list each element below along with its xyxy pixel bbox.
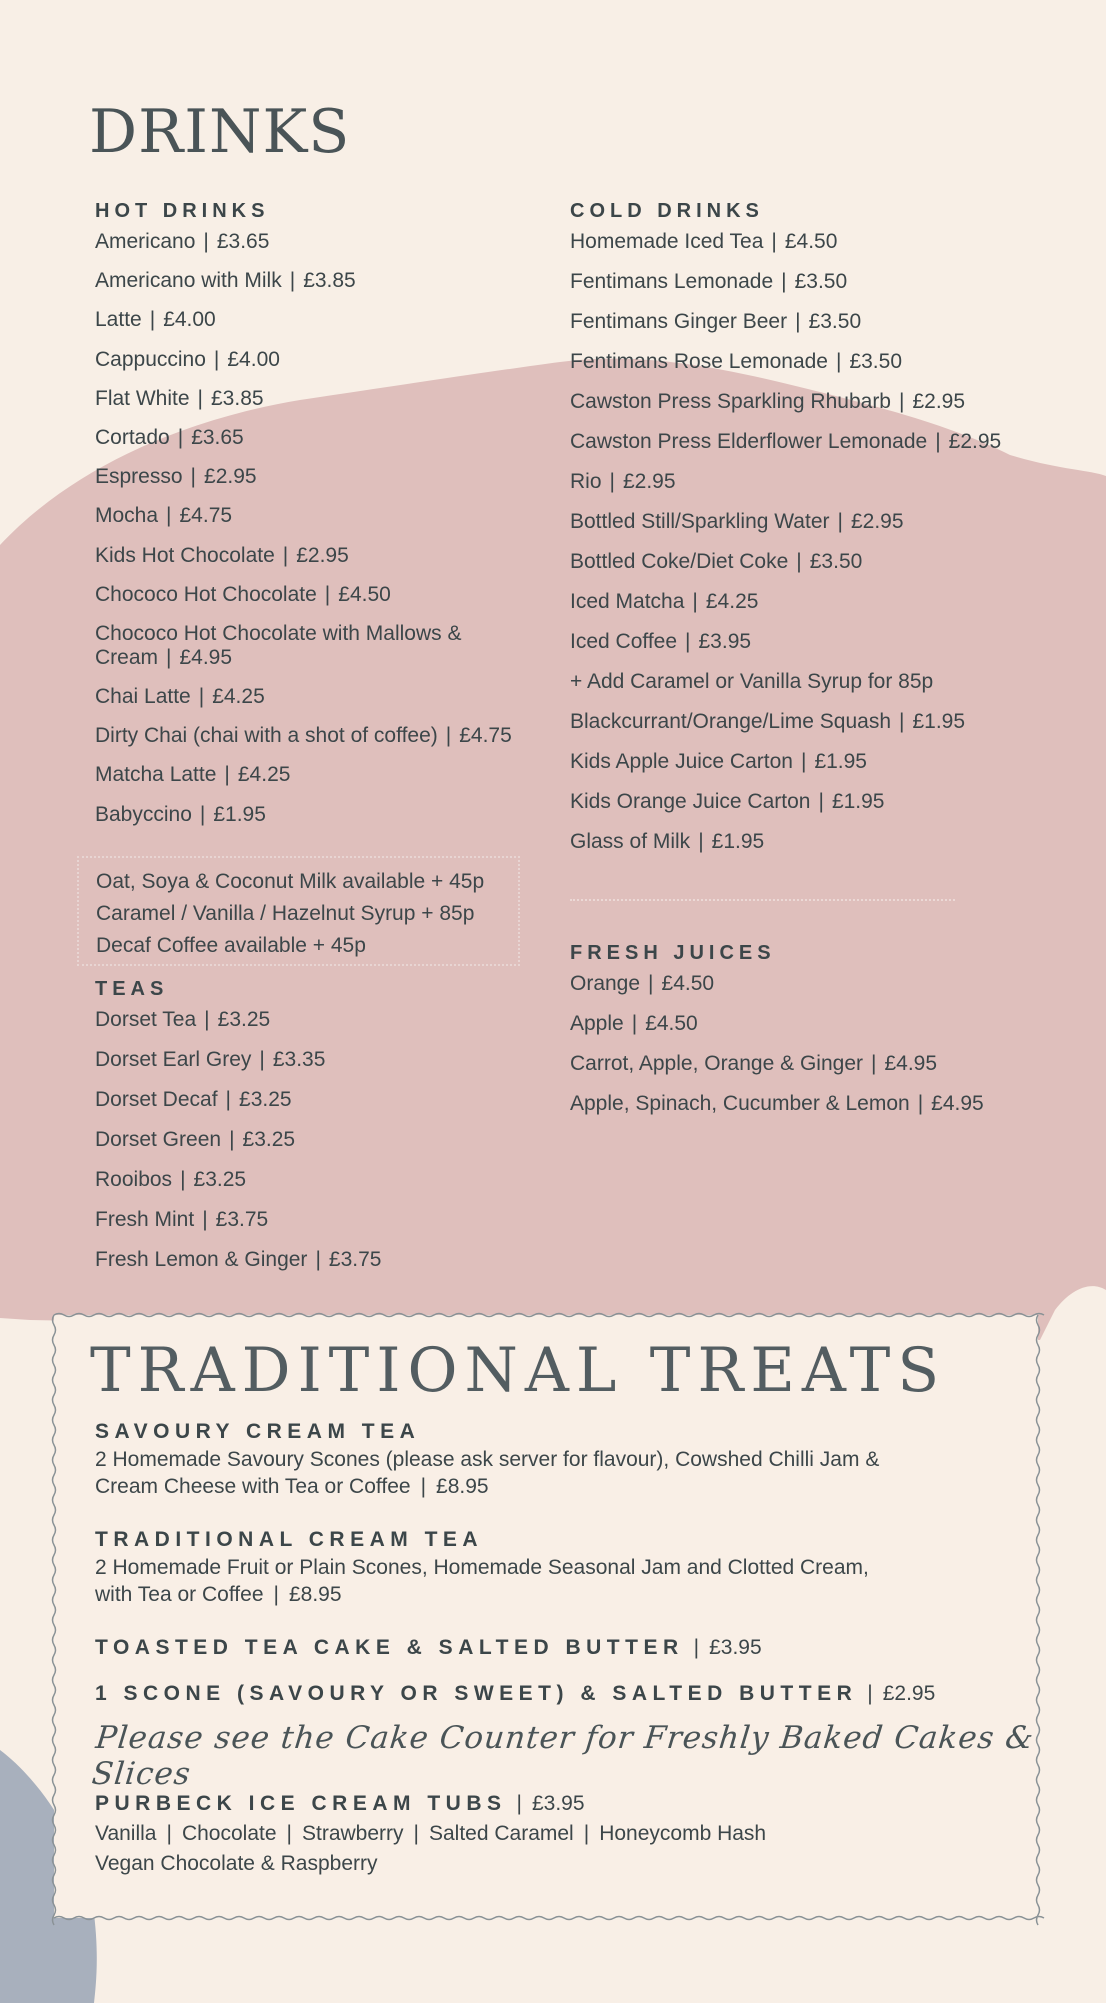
item-price: £3.25 [193, 1168, 247, 1191]
item-price: £1.95 [814, 750, 867, 773]
separator: | [324, 582, 331, 606]
item-price: £3.85 [211, 386, 264, 410]
item-price: £4.50 [661, 972, 715, 995]
item-name: Dorset Earl Grey [95, 1048, 252, 1071]
menu-item [570, 670, 1090, 694]
menu-item [570, 510, 1090, 534]
cold-drinks-heading: COLD DRINKS [570, 200, 764, 222]
item-price: £2.95 [622, 470, 676, 493]
scone-and-butter [95, 1680, 975, 1708]
separator: | [899, 710, 905, 733]
ice-cream-flavours [95, 1818, 975, 1850]
item-price: £1.95 [213, 802, 266, 826]
separator: | [203, 230, 209, 253]
desc-line: with Tea or Coffee [95, 1583, 264, 1606]
item-name: Dorset Green [95, 1128, 222, 1151]
item-name: Chai Latte [95, 685, 191, 709]
separator: | [837, 510, 843, 533]
cold-drinks-list [570, 230, 1090, 854]
item-name: Dorset Decaf [95, 1088, 218, 1111]
fresh-juices-section [570, 940, 1090, 1132]
menu-item [570, 350, 1090, 374]
separator: | [289, 269, 296, 293]
menu-item [95, 1088, 545, 1112]
menu-item [95, 685, 545, 709]
note-line: Decaf Coffee available + 45p [96, 934, 366, 957]
item-name: Babyccino [95, 802, 192, 826]
item-price: £3.75 [215, 1208, 269, 1231]
item-name: Bottled Coke/Diet Coke [570, 550, 789, 573]
separator: | [795, 310, 801, 333]
separator: | [198, 685, 205, 709]
menu-item [570, 750, 1090, 774]
item-name: Apple [570, 1012, 624, 1035]
item-name: Kids Orange Juice Carton [570, 790, 811, 813]
flavour: Chocolate [181, 1822, 277, 1845]
separator: | [225, 1088, 232, 1111]
item-price: £2.95 [204, 465, 257, 489]
item-price: £4.50 [338, 582, 391, 606]
menu-item [570, 390, 1090, 414]
menu-item [95, 1048, 545, 1072]
item-name: Espresso [95, 465, 183, 489]
item-name: Cawston Press Elderflower Lemonade [570, 430, 928, 453]
item-name: Fresh Mint [95, 1208, 195, 1231]
separator: | [259, 1048, 265, 1071]
separator: | [286, 1822, 292, 1845]
menu-item [570, 470, 1090, 494]
item-price: £3.35 [272, 1048, 326, 1071]
menu-item [570, 710, 1090, 734]
item-name: Dirty Chai (chai with a shot of coffee) [95, 724, 438, 748]
item-name: Fentimans Lemonade [570, 270, 774, 293]
traditional-cream-tea-heading: TRADITIONAL CREAM TEA [95, 1528, 484, 1551]
separator: | [609, 470, 615, 493]
item-name: Cawston Press Sparkling Rhubarb [570, 390, 891, 413]
cake-counter-note: Please see the Cake Counter for Freshly Baked Cakes & Slices [90, 1720, 1036, 1792]
separator: | [202, 1208, 208, 1231]
note-line: Caramel / Vanilla / Hazelnut Syrup + 85p [96, 902, 475, 925]
item-name: Mocha [95, 504, 159, 528]
item-price: £3.25 [217, 1008, 271, 1031]
cold-drinks-section [570, 198, 1090, 870]
item-price: £4.95 [931, 1092, 984, 1115]
heading-text: TOASTED TEA CAKE & SALTED BUTTER [95, 1636, 684, 1659]
separator: | [685, 630, 691, 653]
separator: | [818, 790, 824, 813]
separator: | [871, 1052, 877, 1075]
item-price: £3.50 [794, 270, 848, 293]
separator: | [698, 830, 704, 853]
menu-item [570, 1092, 1090, 1116]
item-price: £3.50 [808, 310, 862, 333]
item-price: £3.95 [698, 630, 752, 653]
teas-list [95, 1008, 545, 1272]
item-price: £3.25 [242, 1128, 296, 1151]
item-price: £3.65 [191, 425, 244, 449]
separator: | [282, 543, 289, 567]
dotted-divider [570, 899, 955, 901]
item-name: Kids Apple Juice Carton [570, 750, 793, 773]
item-name: Iced Matcha [570, 590, 685, 613]
separator: | [648, 972, 654, 995]
item-name: + Add Caramel or Vanilla Syrup for 85p [570, 670, 934, 693]
menu-item [95, 622, 545, 670]
menu-item [95, 465, 545, 489]
separator: | [190, 465, 197, 489]
separator: | [149, 308, 156, 332]
item-price: £4.25 [212, 685, 265, 709]
menu-item [95, 504, 545, 528]
separator: | [935, 430, 941, 453]
item-price: £1.95 [912, 710, 966, 733]
separator: | [583, 1822, 590, 1845]
item-name: Carrot, Apple, Orange & Ginger [570, 1052, 863, 1075]
hot-drinks-list [95, 230, 545, 827]
item-price: £3.50 [849, 350, 903, 373]
menu-item [570, 270, 1090, 294]
item-price: £4.25 [705, 590, 759, 613]
item-price: £4.95 [884, 1052, 938, 1075]
item-price: £3.25 [239, 1088, 292, 1111]
separator: | [177, 425, 184, 449]
hot-drinks-section [95, 198, 545, 842]
separator: | [899, 390, 905, 413]
menu-item [570, 972, 1090, 996]
menu-item [95, 308, 545, 332]
item-name: Chococo Hot Chocolate with Mallows & Cream [95, 621, 462, 669]
menu-item [570, 630, 1090, 654]
item-price: £2.95 [850, 510, 904, 533]
separator: | [204, 1008, 210, 1031]
vegan-flavour: Vegan Chocolate & Raspberry [95, 1852, 378, 1875]
separator: | [835, 350, 842, 373]
menu-item [95, 426, 545, 450]
flavour: Vanilla [95, 1822, 157, 1845]
separator: | [224, 763, 230, 787]
item-name: Glass of Milk [570, 830, 691, 853]
item-price: £4.00 [227, 347, 280, 371]
desc-line: 2 Homemade Savoury Scones (please ask server for flavour), Cowshed Chilli Jam & [95, 1448, 880, 1471]
item-name: Americano with Milk [95, 269, 282, 293]
traditional-cream-tea-desc: 2 Homemade Fruit or Plain Scones, Homemade Seasonal Jam and Clotted Cream, with Tea or Coffee | £8.95 [95, 1556, 869, 1606]
item-price: £4.50 [784, 230, 838, 253]
price: £2.95 [882, 1682, 936, 1705]
item-name: Cortado [95, 425, 170, 449]
item-name: Cappuccino [95, 347, 206, 371]
savoury-cream-tea [95, 1418, 975, 1500]
menu-item [570, 1012, 1090, 1036]
toasted-tea-cake [95, 1634, 975, 1662]
separator: | [180, 1168, 186, 1191]
item-name: Matcha Latte [95, 763, 217, 787]
item-price: £3.65 [216, 230, 270, 253]
item-price: £3.75 [328, 1248, 382, 1271]
item-price: £4.00 [163, 308, 216, 332]
menu-item [95, 724, 545, 748]
item-price: £2.95 [912, 390, 966, 413]
item-name: Flat White [95, 386, 190, 410]
scone-heading: 1 SCONE (SAVOURY OR SWEET) & SALTED BUTTER | £2.95 [95, 1682, 936, 1705]
separator: | [199, 802, 206, 826]
item-price: £4.75 [179, 504, 233, 528]
item-name: Homemade Iced Tea [570, 230, 764, 253]
menu-item [95, 348, 545, 372]
desc-line: Cream Cheese with Tea or Coffee [95, 1475, 411, 1498]
menu-item [95, 803, 545, 827]
hot-drinks-heading: HOT DRINKS [95, 200, 270, 222]
desc-line: 2 Homemade Fruit or Plain Scones, Homemade Seasonal Jam and Clotted Cream, [95, 1556, 869, 1579]
menu-item [570, 590, 1090, 614]
savoury-cream-tea-desc: 2 Homemade Savoury Scones (please ask server for flavour), Cowshed Chilli Jam & Cream Cheese with Tea or Coffee | £8.95 [95, 1448, 880, 1498]
separator: | [315, 1248, 321, 1271]
separator: | [796, 550, 802, 573]
menu-item [570, 550, 1090, 574]
item-price: £2.95 [948, 430, 1002, 453]
item-name: Rooibos [95, 1168, 173, 1191]
menu-item [95, 1248, 545, 1272]
separator: | [197, 386, 203, 410]
ice-cream-heading: PURBECK ICE CREAM TUBS | £3.95 [95, 1792, 585, 1815]
flavour: Salted Caramel [428, 1822, 574, 1845]
item-name: Dorset Tea [95, 1008, 197, 1031]
separator: | [800, 750, 807, 773]
menu-item [570, 430, 1090, 454]
menu-item [95, 230, 545, 254]
menu-item [570, 790, 1090, 814]
separator: | [166, 1822, 172, 1845]
item-name: Fentimans Rose Lemonade [570, 350, 828, 373]
ice-cream-tubs [95, 1790, 975, 1877]
item-name: Orange [570, 972, 641, 995]
teas-section [95, 976, 545, 1288]
menu-item [95, 763, 545, 787]
item-price: £4.75 [459, 724, 512, 748]
separator: | [917, 1092, 924, 1115]
item-price: £1.95 [711, 830, 765, 853]
separator: | [631, 1012, 638, 1035]
item-name: Fentimans Ginger Beer [570, 310, 788, 333]
item-name: Bottled Still/Sparkling Water [570, 510, 830, 533]
menu-item [570, 230, 1090, 254]
menu-item [570, 310, 1090, 334]
menu-item [570, 830, 1090, 854]
menu-item [95, 583, 545, 607]
menu-item [95, 1168, 545, 1192]
item-name: Rio [570, 470, 602, 493]
item-price: £4.95 [179, 645, 233, 669]
item-price: £3.85 [303, 269, 356, 293]
item-price: £4.50 [645, 1012, 698, 1035]
separator: | [413, 1822, 419, 1845]
fresh-juices-list [570, 972, 1090, 1116]
hot-drinks-notes-box [77, 856, 520, 966]
menu-item [95, 269, 545, 293]
teas-heading: TEAS [95, 978, 169, 1000]
separator: | [692, 590, 698, 613]
traditional-cream-tea [95, 1526, 975, 1608]
separator: | [166, 504, 172, 528]
menu-item [95, 544, 545, 568]
flavour: Strawberry [301, 1822, 404, 1845]
separator: | [229, 1128, 235, 1151]
item-name: Americano [95, 230, 196, 253]
menu-item [95, 1008, 545, 1032]
separator: | [213, 347, 220, 371]
separator: | [166, 645, 172, 669]
item-price: £2.95 [296, 543, 349, 567]
item-name: Blackcurrant/Orange/Lime Squash [570, 710, 891, 733]
item-price: £3.50 [809, 550, 863, 573]
toasted-tea-cake-heading: TOASTED TEA CAKE & SALTED BUTTER | £3.95 [95, 1636, 762, 1659]
note-line: Oat, Soya & Coconut Milk available + 45p [96, 870, 485, 893]
heading-text: 1 SCONE (SAVOURY OR SWEET) & SALTED BUTTER [95, 1682, 858, 1705]
item-name: Iced Coffee [570, 630, 678, 653]
price: £8.95 [436, 1475, 489, 1498]
item-name: Latte [95, 308, 142, 332]
item-name: Kids Hot Chocolate [95, 543, 275, 567]
drinks-title: DRINKS [89, 97, 351, 167]
item-name: Apple, Spinach, Cucumber & Lemon [570, 1092, 910, 1115]
savoury-cream-tea-heading: SAVOURY CREAM TEA [95, 1420, 421, 1443]
menu-item [95, 1208, 545, 1232]
flavour: Honeycomb Hash [599, 1822, 767, 1845]
price: £3.95 [531, 1792, 585, 1815]
menu-item [95, 1128, 545, 1152]
price: £3.95 [709, 1636, 762, 1659]
fresh-juices-heading: FRESH JUICES [570, 942, 776, 964]
item-name: Fresh Lemon & Ginger [95, 1248, 308, 1271]
item-price: £1.95 [831, 790, 885, 813]
item-price: £4.25 [237, 763, 291, 787]
separator: | [781, 270, 787, 293]
heading-text: PURBECK ICE CREAM TUBS [95, 1792, 507, 1815]
treats-title: TRADITIONAL TREATS [90, 1335, 947, 1406]
separator: | [771, 230, 777, 253]
menu-item [95, 387, 545, 411]
price: £8.95 [288, 1583, 342, 1606]
item-name: Chococo Hot Chocolate [95, 582, 317, 606]
menu-item [570, 1052, 1090, 1076]
separator: | [445, 724, 452, 748]
